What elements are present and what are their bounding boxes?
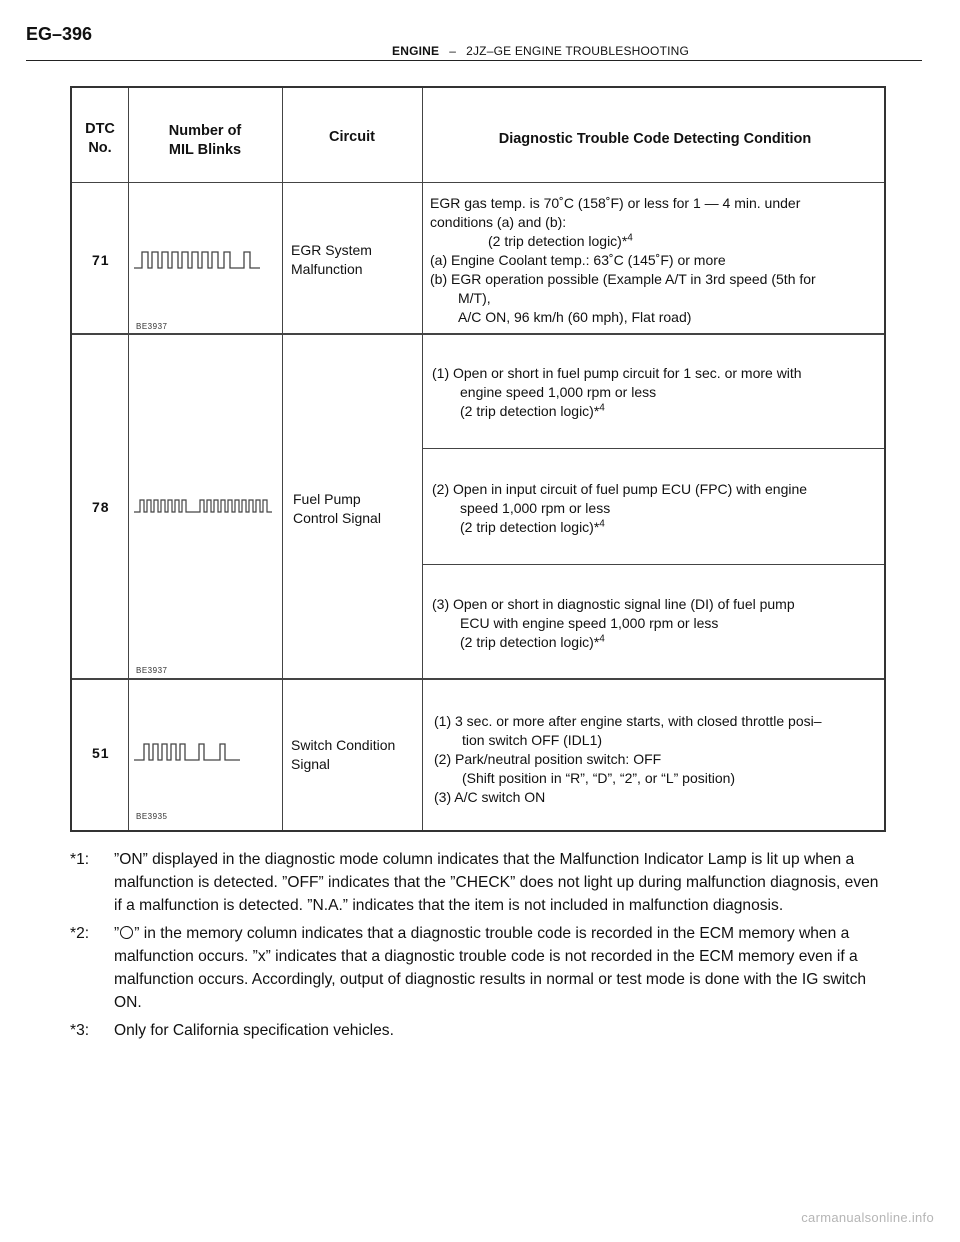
circle-icon [120,926,133,939]
detecting-condition: (1) Open or short in fuel pump circuit for 1 sec. or more with engine speed 1,000 rpm or less (2 trip detection logic)*$^4$ [432,365,802,419]
header-rule [26,60,922,61]
footnotes [70,848,890,1047]
figure-label: BE3937 [136,666,168,675]
header-condition: Diagnostic Trouble Code Detecting Condition [498,131,812,147]
detecting-condition: (1) 3 sec. or more after engine starts, with closed throttle posi– tion switch OFF (IDL1) (2) Park/neutral position switch: OFF (Shift position in “R”, “D”, “2”, or “L” position) (3) A/C switch ON [434,713,822,805]
footnote: *1: ”ON” displayed in the diagnostic mode column indicates that the Malfunction Indicator Lamp is lit up when a malfunction is detected. ”OFF” indicates that the ”CHECK” does not light up during malfunction diagnosis, even if a malfunction is detected. ”N.A.” indicates that the item is not included in malfunction diagnosis. [70,851,879,914]
dtc-number: 71 [92,252,110,268]
dtc-table [70,86,886,832]
dtc-number: 51 [92,745,110,761]
detecting-condition: (2) Open in input circuit of fuel pump ECU (FPC) with engine speed 1,000 rpm or less (2 trip detection logic)*$^4$ [432,481,808,535]
section-title [392,44,689,58]
mil-blink-waveform [132,490,282,522]
col-divider [282,88,283,830]
mil-blink-waveform [132,734,282,770]
subsection-name: 2JZ–GE ENGINE TROUBLESHOOTING [466,44,690,58]
col-divider [128,88,129,830]
circuit-name: EGR System Malfunction [291,242,372,277]
header-dtc: DTC No. [85,121,115,156]
header-circuit: Circuit [329,129,375,145]
header-mil-blinks: Number of MIL Blinks [168,123,242,158]
mil-blink-waveform [132,238,282,278]
section-name: ENGINE [392,44,440,58]
dtc-number: 78 [92,499,110,515]
row-divider [72,333,884,335]
page-code: EG–396 [26,24,93,44]
header-divider [72,182,884,183]
detecting-condition: (3) Open or short in diagnostic signal line (DI) of fuel pump ECU with engine speed 1,000 rpm or less (2 trip detection logic)*$^4$ [432,596,795,650]
subrow-divider [422,564,884,565]
circuit-name: Switch Condition Signal [291,737,396,772]
col-divider [422,88,423,830]
footnote: *2: ” ” in the memory column indicates that a diagnostic trouble code is recorded in the ECM memory when a malfunction occurs. ”x” indicates that a diagnostic trouble code is not recorded in the ECM memory even if a malfunction occurs. Accordingly, output of diagnostic results in normal or test mode is done with the IG switch ON. [70,925,867,1011]
footnote: *3: Only for California specification vehicles. [70,1022,394,1039]
row-divider [72,678,884,680]
subrow-divider [422,448,884,449]
section-separator: – [449,44,457,58]
figure-label: BE3935 [136,812,168,821]
watermark: carmanualsonline.info [801,1210,934,1225]
detecting-condition: EGR gas temp. is 70˚C (158˚F) or less for 1 — 4 min. under conditions (a) and (b): (2 trip detection logic)*$^4$ (a) Engine Coolant temp.: 63˚C (145˚F) or more (b) EGR operation possible (Example A/T in 3rd speed (5th for M/T), A/C ON, 96 km/h (60 mph), Flat road) [430,195,816,325]
circuit-name: Fuel Pump Control Signal [293,491,381,526]
figure-label: BE3937 [136,322,168,331]
